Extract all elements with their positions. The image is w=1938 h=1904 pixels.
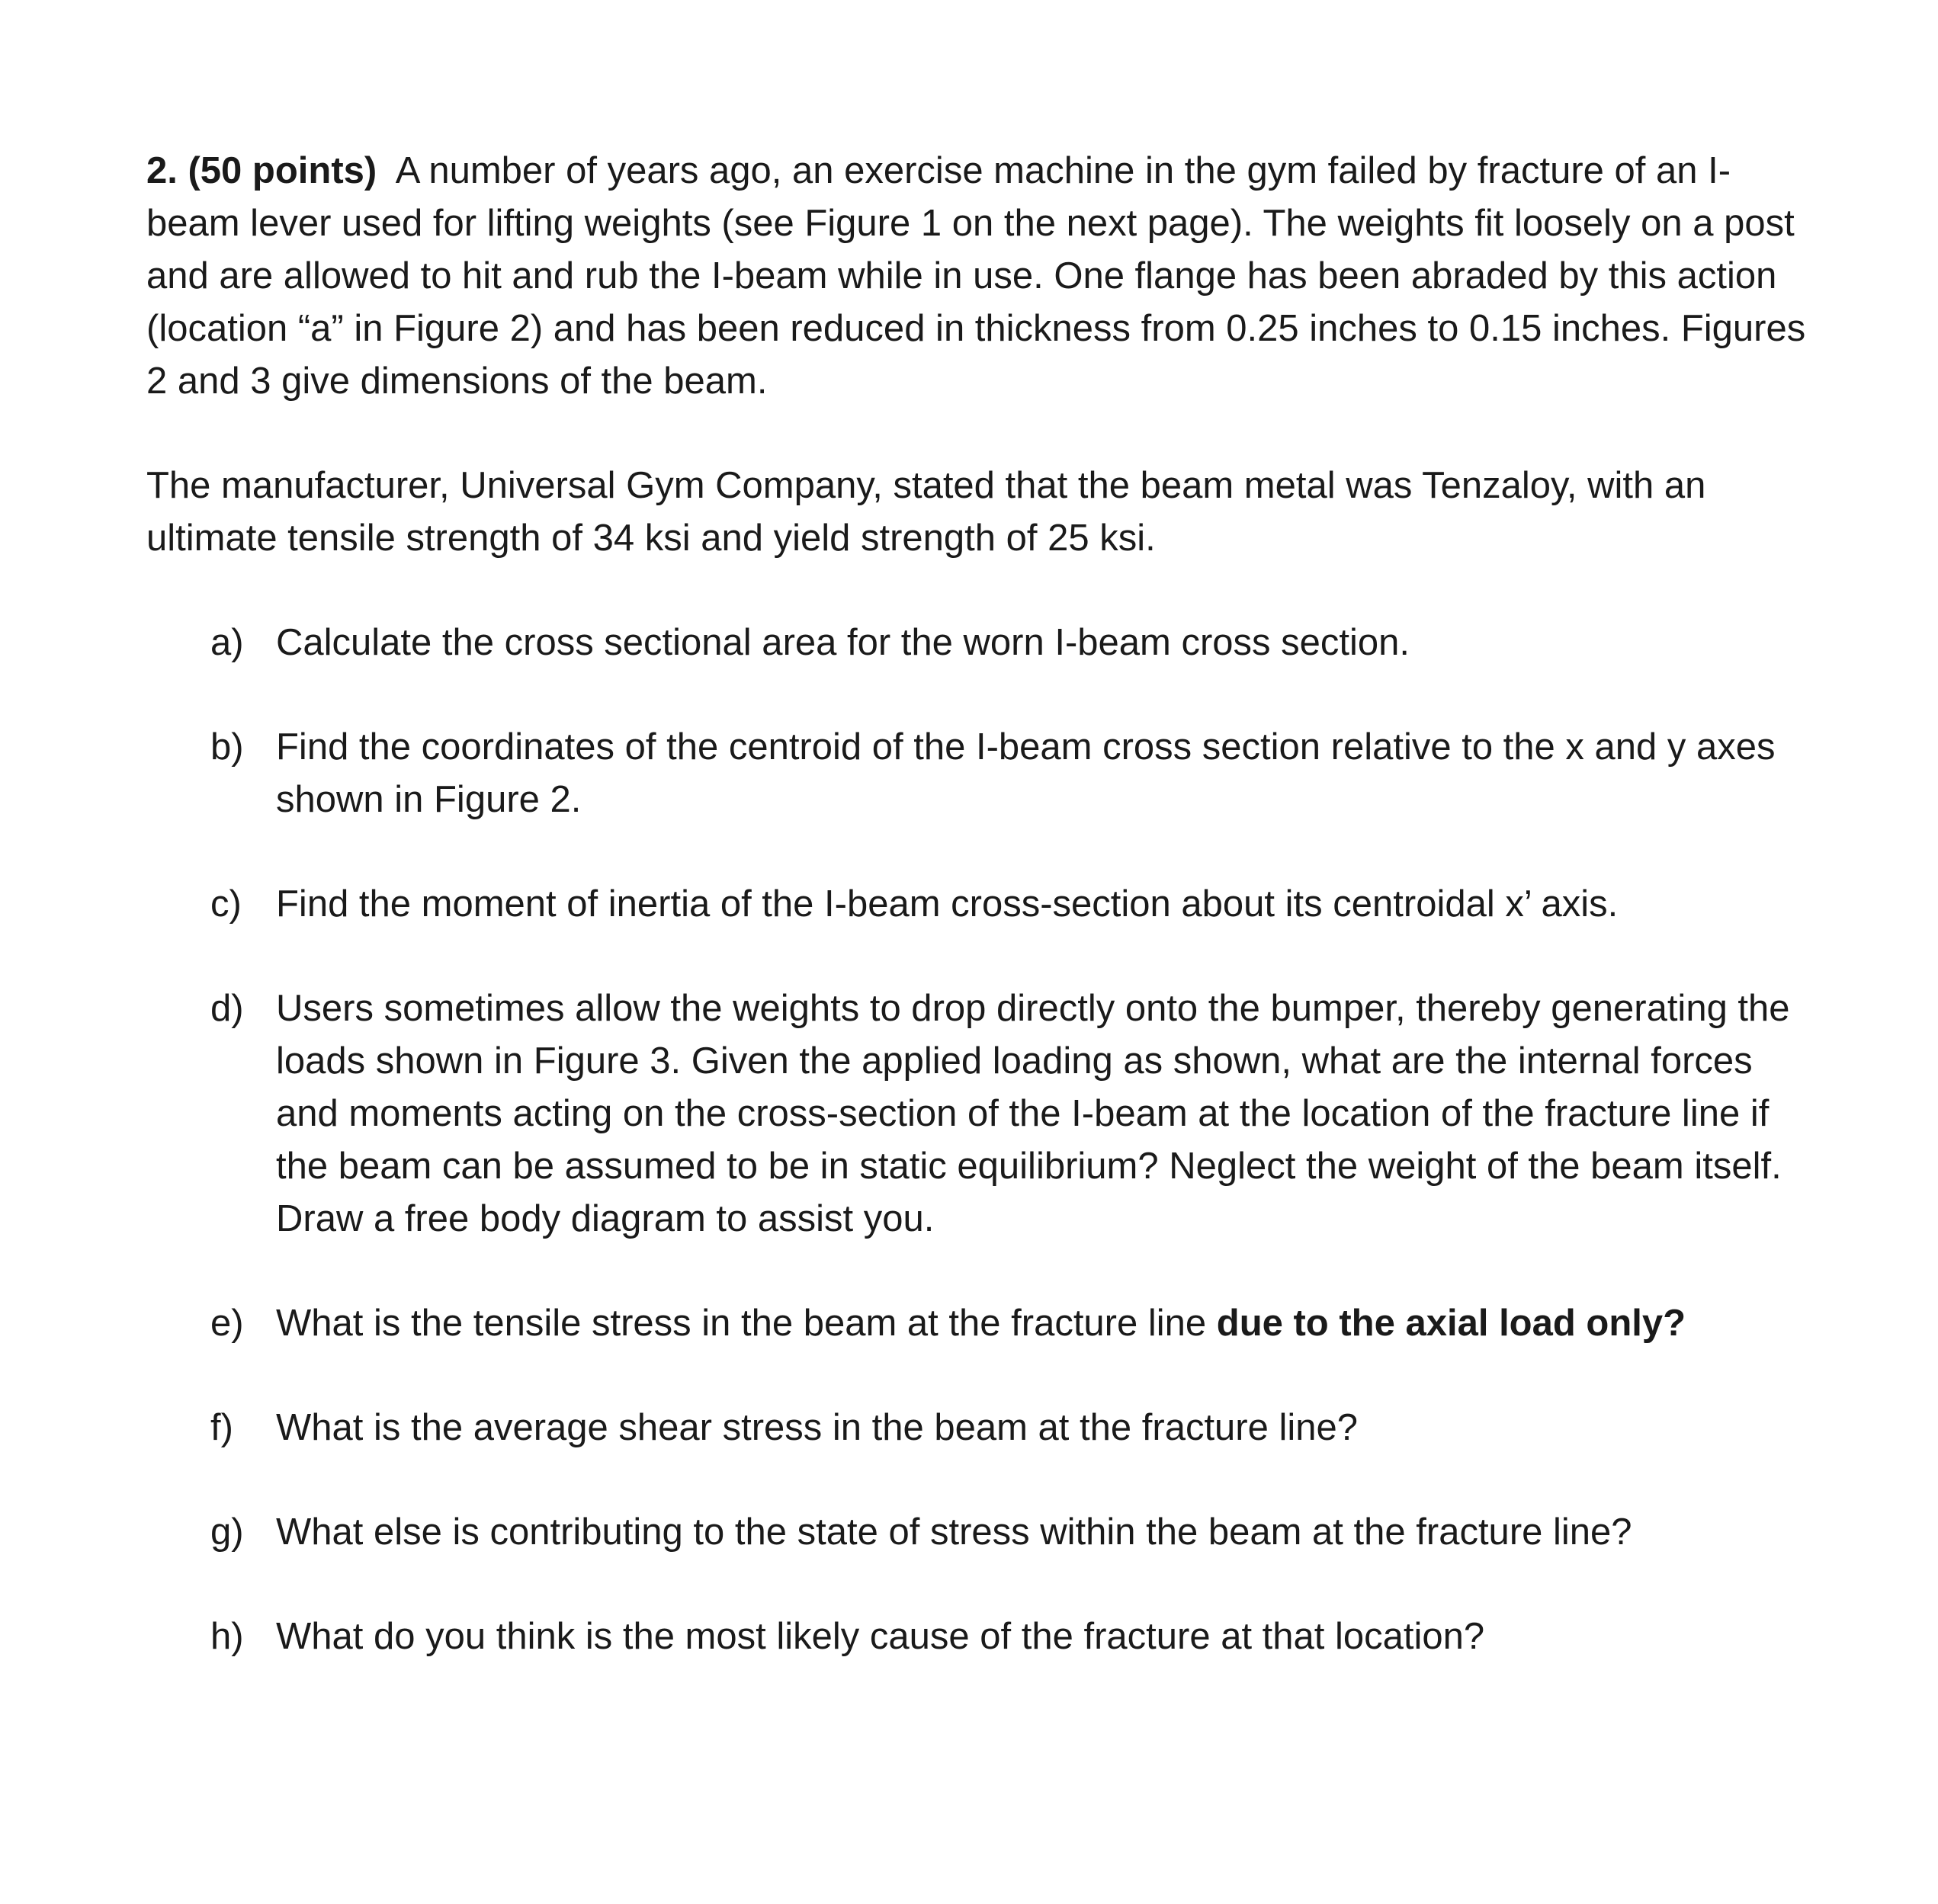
question-marker: a) [210,622,244,663]
question-marker: g) [210,1511,244,1553]
question-item [146,617,1824,669]
question-marker: d) [210,988,244,1029]
question-text: Users sometimes allow the weights to drop directly onto the bumper, thereby generating the loads shown in Figure 3. Given the applied loading as shown, what are the internal forces and moments acting on the cross-section of the I-beam at the location of the fracture line if the beam can be assumed to be in static equilibrium? Neglect the weight of the beam itself. Draw a free body diagram to assist you. [276,988,1790,1239]
question-emphasis: due to the axial load only? [1216,1303,1686,1344]
question-text: Find the coordinates of the centroid of the I-beam cross section relative to the x and y axes shown in Figure 2. [276,726,1776,820]
question-item [146,878,1824,931]
question-item [146,1402,1824,1454]
question-item [146,982,1824,1245]
problem-intro-text: A number of years ago, an exercise machine in the gym failed by fracture of an I-beam lever used for lifting weights (see Figure 1 on the next page). The weights fit loosely on a post and are allowed to hit and rub the I-beam while in use. One flange has been abraded by this action (location “a” in Figure 2) and has been reduced in thickness from 0.25 inches to 0.15 inches. Figures 2 and 3 give dimensions of the beam. [146,150,1806,402]
question-text: What is the tensile stress in the beam at the fracture line [276,1303,1217,1344]
question-marker: e) [210,1303,244,1344]
material-statement: The manufacturer, Universal Gym Company, stated that the beam metal was Tenzaloy, with an ultimate tensile strength of 34 ksi and yield strength of 25 ksi. [146,465,1706,559]
question-text: What is the average shear stress in the beam at the fracture line? [276,1407,1359,1448]
problem-number-points: 2. (50 points) [146,150,377,191]
question-text: Find the moment of inertia of the I-beam cross-section about its centroidal x’ axis. [276,883,1619,925]
document-page [146,145,1824,1715]
question-list [146,617,1824,1663]
question-item [146,1611,1824,1663]
question-item [146,721,1824,826]
problem-intro [146,145,1824,408]
question-marker: h) [210,1616,244,1657]
question-text: What else is contributing to the state of stress within the beam at the fracture line? [276,1511,1632,1553]
question-item [146,1506,1824,1559]
question-marker: f) [210,1407,233,1448]
question-item [146,1297,1824,1350]
question-marker: c) [210,883,242,925]
question-marker: b) [210,726,244,768]
question-text: Calculate the cross sectional area for the worn I-beam cross section. [276,622,1410,663]
question-text: What do you think is the most likely cause of the fracture at that location? [276,1616,1485,1657]
